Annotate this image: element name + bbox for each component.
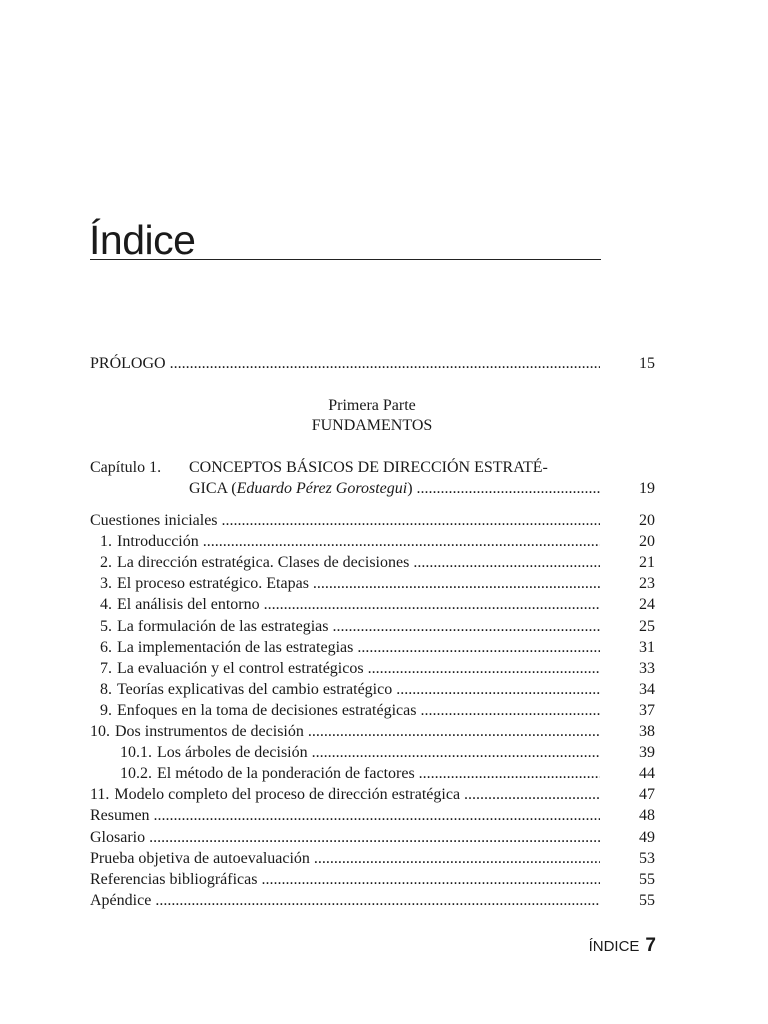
- toc-entry-number: 7.: [100, 659, 112, 677]
- toc-entry-label: El método de la ponderación de factores: [157, 765, 415, 783]
- toc-page-number: 37: [639, 701, 655, 719]
- toc-entry-text: [90, 784, 600, 805]
- toc-entry-text: [90, 805, 600, 826]
- page-footer: [589, 935, 656, 958]
- part-label: Primera Parte: [328, 397, 416, 414]
- toc-entry[interactable]: [90, 700, 655, 721]
- footer-page-number: 7: [645, 935, 656, 956]
- toc-entry[interactable]: [90, 679, 655, 700]
- toc-entry-text: [90, 848, 600, 869]
- toc-page-number: 55: [639, 891, 655, 909]
- toc-entry-label: La implementación de las estrategias: [117, 638, 354, 656]
- toc-entry-label: La dirección estratégica. Clases de decisiones: [117, 554, 410, 572]
- toc-entry-text: [90, 721, 600, 742]
- toc-entry-number: 8.: [100, 680, 112, 698]
- toc-entry[interactable]: [90, 552, 655, 573]
- toc-page-number: 49: [639, 828, 655, 846]
- toc-page-number: 33: [639, 659, 655, 677]
- toc-entry-label: Modelo completo del proceso de dirección estratégica: [114, 786, 461, 804]
- toc-entry[interactable]: [90, 721, 655, 742]
- toc-entry-text: [90, 552, 600, 573]
- chapter-title-prefix: GICA (: [189, 480, 237, 497]
- toc-entry-text: [90, 742, 600, 763]
- toc-entry-label: La evaluación y el control estratégicos: [117, 659, 364, 677]
- part-name: FUNDAMENTOS: [311, 417, 433, 434]
- chapter-label: Capítulo 1.: [90, 459, 162, 476]
- toc-page-number: 53: [639, 849, 655, 867]
- toc-entry-label: Referencias bibliográficas: [90, 870, 258, 888]
- toc-page-number: 34: [639, 680, 655, 698]
- toc-entry-number: 1.: [100, 533, 112, 551]
- toc-entry-label: Enfoques en la toma de decisiones estratégicas: [117, 701, 417, 719]
- toc-page-number: 38: [639, 723, 655, 740]
- chapter-title-line2[interactable]: [189, 478, 655, 499]
- toc-entry[interactable]: [90, 510, 655, 531]
- toc-page-number: 20: [639, 533, 655, 551]
- toc-page-number: 47: [639, 786, 655, 804]
- toc-entry-text: [90, 637, 600, 658]
- toc-entry-label: Dos instrumentos de decisión: [115, 723, 304, 740]
- toc-entry-number: 11.: [90, 786, 110, 804]
- toc-entry-label: Teorías explicativas del cambio estratégico: [117, 680, 393, 698]
- toc-entry[interactable]: [90, 848, 655, 869]
- toc-entry[interactable]: [90, 616, 655, 637]
- toc-entry-label: Los árboles de decisión: [157, 744, 308, 762]
- toc-page-number: 21: [639, 554, 655, 572]
- toc-entry-number: 10.1.: [120, 744, 152, 762]
- toc-entry[interactable]: [90, 594, 655, 615]
- toc-entry-number: 10.: [90, 723, 110, 740]
- toc-entry[interactable]: [90, 637, 655, 658]
- toc-entry[interactable]: [90, 784, 655, 805]
- chapter-title-suffix: ): [407, 480, 413, 497]
- toc-entry-text: [90, 763, 600, 784]
- toc-entry-label: Apéndice: [90, 891, 152, 909]
- toc-entry-number: 2.: [100, 554, 112, 572]
- chapter-author: Eduardo Pérez Gorostegui: [236, 480, 408, 497]
- title-rule: [90, 259, 601, 260]
- toc-page-number: 20: [639, 512, 655, 529]
- toc-page-number: 19: [639, 480, 655, 497]
- toc-entry[interactable]: [90, 869, 655, 890]
- toc-entry-label: Glosario: [90, 828, 146, 846]
- toc-entry-number: 9.: [100, 701, 112, 719]
- toc-entry-number: 3.: [100, 575, 112, 593]
- toc-entry-text: [90, 573, 600, 594]
- toc-entry[interactable]: [90, 827, 655, 848]
- chapter-title-line2-text: [189, 478, 600, 499]
- toc-entry-label: Cuestiones iniciales: [90, 512, 218, 529]
- toc-entry-number: 5.: [100, 617, 112, 635]
- toc-entry-text: [90, 890, 600, 911]
- toc-page-number: 31: [639, 638, 655, 656]
- toc-entry[interactable]: [90, 658, 655, 679]
- toc-entry-text: PRÓLOGO .....: [90, 353, 600, 374]
- toc-entry-label: Prueba objetiva de autoevaluación: [90, 849, 310, 867]
- toc-page-number: 55: [639, 870, 655, 888]
- toc-entry-label: El análisis del entorno: [117, 596, 260, 614]
- toc-entry-label: El proceso estratégico. Etapas: [117, 575, 309, 593]
- toc-entry-label: Introducción: [117, 533, 199, 551]
- toc-page-number: 44: [639, 765, 655, 783]
- toc-entry-text: [90, 658, 600, 679]
- toc-entry-text: [90, 616, 600, 637]
- toc-entry-number: 6.: [100, 638, 112, 656]
- toc-entry-number: 4.: [100, 596, 112, 614]
- toc-entry-text: [90, 679, 600, 700]
- toc-entry-number: 10.2.: [120, 765, 152, 783]
- toc-entry-label: Resumen: [90, 807, 150, 825]
- toc-page-number: 24: [639, 596, 655, 614]
- toc-page-number: 25: [639, 617, 655, 635]
- toc-entry[interactable]: [90, 531, 655, 552]
- toc-entry-text: [90, 510, 600, 531]
- toc-entry-text: [90, 700, 600, 721]
- toc-entry[interactable]: [90, 805, 655, 826]
- chapter-title-line1: CONCEPTOS BÁSICOS DE DIRECCIÓN ESTRATÉ-: [189, 459, 548, 476]
- footer-section: ÍNDICE: [588, 938, 640, 955]
- toc-entry-text: [90, 531, 600, 552]
- page-title: Índice: [89, 217, 196, 263]
- toc-prologue[interactable]: [90, 353, 655, 374]
- toc-entry-text: [90, 827, 600, 848]
- toc-entry[interactable]: [90, 742, 655, 763]
- toc-page-number: 15: [639, 355, 655, 372]
- toc-page-number: 39: [639, 744, 655, 762]
- toc-entry[interactable]: [90, 890, 655, 911]
- toc-page-number: 48: [639, 807, 655, 825]
- toc-entry-text: [90, 594, 600, 615]
- toc-entry[interactable]: [90, 763, 655, 784]
- toc-entry-text: [90, 869, 600, 890]
- toc-entry-label: La formulación de las estrategias: [117, 617, 329, 635]
- toc-page-number: 23: [639, 575, 655, 593]
- toc-entry[interactable]: [90, 573, 655, 594]
